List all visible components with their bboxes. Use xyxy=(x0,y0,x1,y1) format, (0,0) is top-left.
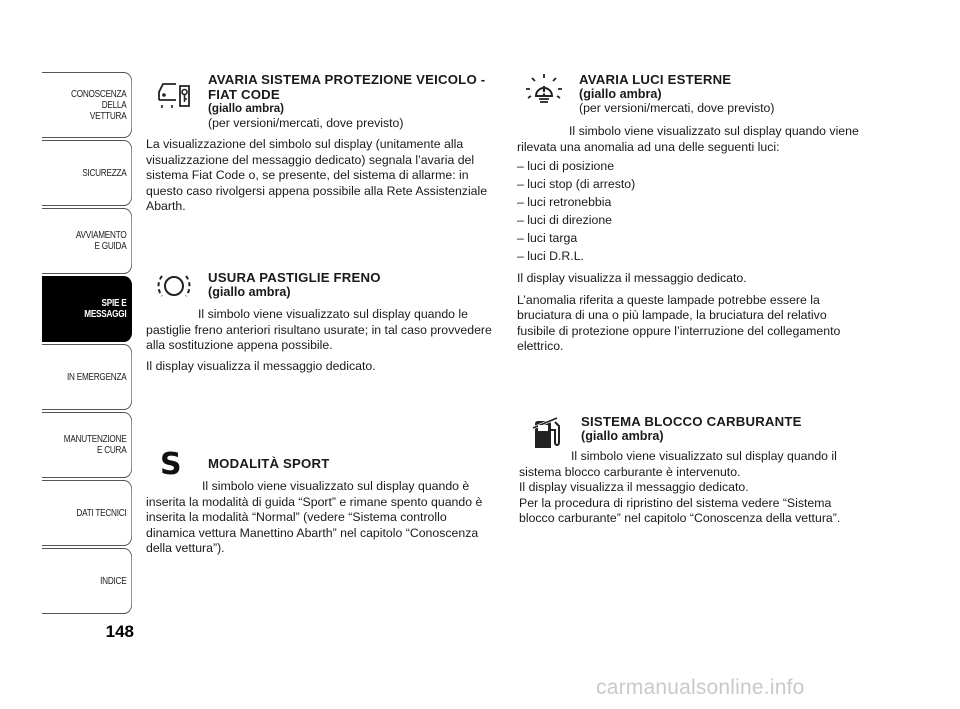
list-item: – luci stop (di arresto) xyxy=(517,177,636,191)
section-body: Il display visualizza il messaggio dedicato. xyxy=(517,271,747,285)
tab-conoscenza[interactable] xyxy=(42,72,132,138)
section-body: Il display visualizza il messaggio dedicato. xyxy=(519,480,749,494)
availability-note: (per versioni/mercati, dove previsto) xyxy=(579,101,775,115)
lights-list xyxy=(517,157,863,265)
tab-spie-messaggi[interactable] xyxy=(42,276,132,342)
page-number: 148 xyxy=(105,622,134,641)
section-title: SISTEMA BLOCCO CARBURANTE xyxy=(581,414,802,429)
tab-label: IN EMERGENZA xyxy=(66,371,127,383)
section-title: AVARIA LUCI ESTERNE xyxy=(579,72,732,87)
watermark: carmanualsonline.info xyxy=(596,676,805,699)
list-item: – luci di direzione xyxy=(517,213,613,227)
section-brake-pads xyxy=(146,270,492,374)
tab-label: AVVIAMENTO E GUIDA xyxy=(75,230,127,252)
tab-label: MANUTENZIONE E CURA xyxy=(63,434,127,456)
list-item: – luci targa xyxy=(517,231,578,245)
section-body: Il display visualizza il messaggio dedicato. xyxy=(146,358,376,373)
section-body: Per la procedura di ripristino del sistema vedere “Sistema blocco carburante” nel capitolo “Conoscenza della vettura”. xyxy=(519,495,841,525)
section-title: USURA PASTIGLIE FRENO xyxy=(208,270,381,285)
light-color: (giallo ambra) xyxy=(579,87,662,101)
section-intro: Il simbolo viene visualizzato sul display quando viene rilevata una anomalia ad una delle seguenti luci: xyxy=(517,124,859,154)
list-item: – luci retronebbia xyxy=(517,195,612,209)
light-color: (giallo ambra) xyxy=(581,429,664,443)
tab-label: DATI TECNICI xyxy=(76,507,127,519)
light-color: (giallo ambra) xyxy=(208,102,285,115)
tab-label: SPIE E MESSAGGI xyxy=(84,298,127,320)
section-body: Il simbolo viene visualizzato sul display quando le pastiglie freno anteriori risultano usurate; in tal caso provvedere alla sostituzione appena possibile. xyxy=(146,307,492,352)
section-body: La visualizzazione del simbolo sul display (unitamente alla visualizzazione del messaggio dedicato) segnala l’avaria del sistema Fiat Code o, se presente, del sistema di allarme: in questo caso rivolgersi appena possibile alla Rete Assistenziale Abarth. xyxy=(146,137,488,213)
section-body: Il simbolo viene visualizzato sul display quando il sistema blocco carburante è intervenuto. xyxy=(519,449,837,479)
tab-dati-tecnici[interactable] xyxy=(42,480,132,546)
section-fiat-code xyxy=(146,72,496,215)
sport-s-icon: S xyxy=(160,447,182,482)
list-item: – luci di posizione xyxy=(517,159,615,173)
list-item: – luci D.R.L. xyxy=(517,249,584,263)
tab-emergenza[interactable] xyxy=(42,344,132,410)
section-body: Il simbolo viene visualizzato sul display quando è inserita la modalità di guida “Sport” e rimane spento quando è inserita la modalità “Normal” (vedere “Sistema controllo dinamica vettura Manettino Abarth” nel capitolo “Conoscenza della vettura”). xyxy=(146,479,483,555)
tab-avviamento[interactable] xyxy=(42,208,132,274)
light-color: (giallo ambra) xyxy=(208,285,291,299)
tab-label: CONOSCENZA DELLA VETTURA xyxy=(71,88,127,122)
section-title: AVARIA SISTEMA PROTEZIONE VEICOLO - FIAT CODE xyxy=(208,72,486,102)
availability-note: (per versioni/mercati, dove previsto) xyxy=(208,116,404,130)
tab-label: SICUREZZA xyxy=(82,167,127,179)
section-fuel-block xyxy=(519,414,865,527)
tab-indice[interactable] xyxy=(42,548,132,614)
section-body: L’anomalia riferita a queste lampade potrebbe essere la bruciatura di una o più lampade, la bruciatura del relativo fusibile di protezione oppure l’interruzione del collegamento elettrico. xyxy=(517,292,841,353)
tab-manutenzione[interactable] xyxy=(42,412,132,478)
tab-label: INDICE xyxy=(100,575,127,587)
section-external-lights xyxy=(517,72,863,355)
section-sport-mode xyxy=(146,456,496,557)
section-title: MODALITÀ SPORT xyxy=(208,456,330,471)
tab-sicurezza[interactable] xyxy=(42,140,132,206)
